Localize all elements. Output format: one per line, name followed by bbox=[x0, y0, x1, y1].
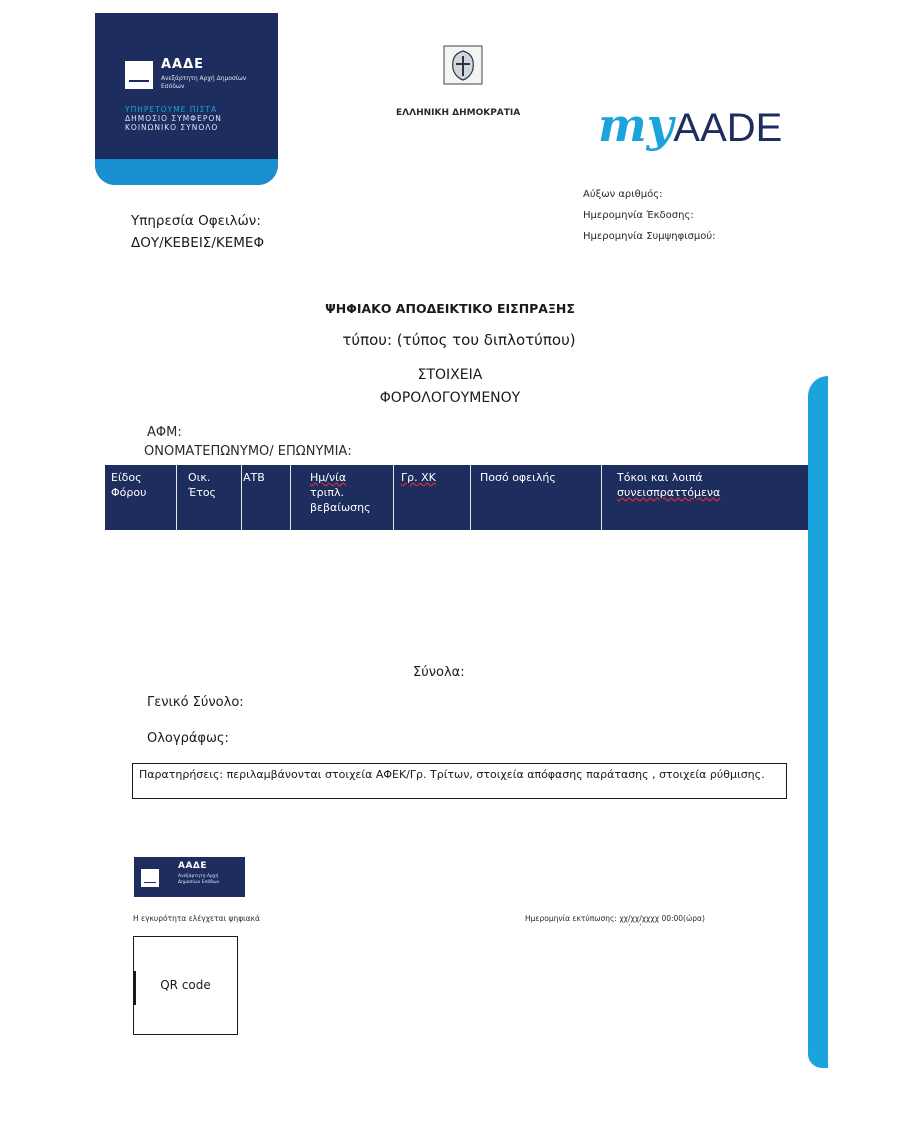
aade-small-logo bbox=[134, 857, 245, 897]
header-line: Γρ. ΧΚ bbox=[401, 471, 436, 484]
aade-motto-line: ΥΠΗΡΕΤΟΥΜΕ ΠΙΣΤΑ bbox=[125, 105, 218, 114]
validity-note: Η εγκυρότητα ελέγχεται ψηφιακά bbox=[133, 914, 260, 923]
header-line: ΑΤΒ bbox=[243, 471, 265, 484]
serial-number-label: Αύξων αριθμός: bbox=[583, 189, 663, 200]
print-time: 00:00(ώρα) bbox=[659, 914, 705, 923]
qr-code-label: QR code bbox=[160, 978, 211, 992]
aade-logo bbox=[95, 13, 278, 185]
column-header-interest bbox=[617, 470, 720, 500]
grand-total-label: Γενικό Σύνολο: bbox=[147, 695, 244, 710]
header-line: βεβαίωσης bbox=[310, 501, 371, 514]
decorative-side-bar bbox=[808, 376, 828, 1068]
document-title: ΨΗΦΙΑΚΟ ΑΠΟΔΕΙΚΤΙΚΟ ΕΙΣΠΡΑΞΗΣ bbox=[325, 301, 575, 316]
document-type: τύπου: (τύπος του διπλοτύπου) bbox=[342, 331, 576, 349]
header-line: συνεισπραττόμενα bbox=[617, 486, 721, 499]
print-date-value: χχ/χχ/χχχχ bbox=[619, 914, 660, 923]
service-label: Υπηρεσία Οφειλών: bbox=[131, 213, 261, 229]
aade-motto-line: ΔΗΜΟΣΙΟ ΣΥΜΦΕΡΟΝ bbox=[125, 114, 222, 123]
column-header-fiscal-year bbox=[188, 470, 216, 500]
myaade-aade: AADE bbox=[673, 106, 783, 150]
column-header-atb bbox=[243, 470, 265, 485]
print-date bbox=[525, 914, 705, 923]
aade-small-mark-icon bbox=[141, 869, 159, 887]
header-line: Ημ/νία bbox=[310, 471, 347, 484]
header-line: Φόρου bbox=[111, 486, 147, 499]
aade-mark-icon bbox=[125, 61, 153, 89]
print-date-label: Ημερομηνία εκτύπωσης: bbox=[525, 914, 620, 923]
offset-date-label: Ημερομηνία Συμψηφισμού: bbox=[583, 231, 716, 242]
qr-code-box bbox=[133, 936, 238, 1035]
service-value: ΔΟΥ/ΚΕΒΕΙΣ/ΚΕΜΕΦ bbox=[131, 235, 265, 251]
republic-label: ΕΛΛΗΝΙΚΗ ΔΗΜΟΚΡΑΤΙΑ bbox=[396, 108, 521, 118]
aade-motto-line: ΚΟΙΝΩΝΙΚΟ ΣΥΝΟΛΟ bbox=[125, 123, 219, 132]
column-header-debt-amount bbox=[480, 470, 556, 485]
amount-in-words-label: Ολογράφως: bbox=[147, 731, 229, 746]
section-title-line1: ΣΤΟΙΧΕΙΑ bbox=[417, 367, 483, 383]
issue-date-label: Ημερομηνία Έκδοσης: bbox=[583, 210, 694, 221]
aade-logo-name: ΑΑΔΕ bbox=[161, 57, 205, 72]
myaade-my: my bbox=[598, 98, 674, 152]
column-header-tax-type bbox=[111, 470, 146, 500]
header-line: Είδος bbox=[111, 471, 142, 484]
header-line: Τόκοι και λοιπά bbox=[617, 471, 703, 484]
aade-small-name: ΑΑΔΕ bbox=[178, 861, 208, 871]
header-line: Οικ. bbox=[188, 471, 211, 484]
aade-motto bbox=[125, 105, 275, 132]
header-line: Έτος bbox=[188, 486, 217, 499]
section-title-line2: ΦΟΡΟΛΟΓΟΥΜΕΝΟΥ bbox=[379, 390, 521, 406]
column-header-gr-xk bbox=[401, 470, 436, 485]
table-header bbox=[105, 465, 808, 530]
column-header-certification-date bbox=[310, 470, 371, 515]
totals-label: Σύνολα: bbox=[413, 665, 465, 680]
aade-logo-subtitle: Ανεξάρτητη Αρχή Δημοσίων Εσόδων bbox=[161, 75, 247, 90]
afm-label: ΑΦΜ: bbox=[147, 425, 182, 440]
aade-small-subtitle: Ανεξάρτητη Αρχή Δημοσίων Εσόδων bbox=[178, 874, 220, 885]
taxpayer-name-label: ΟΝΟΜΑΤΕΠΩΝΥΜΟ/ ΕΠΩΝΥΜΙΑ: bbox=[144, 444, 352, 459]
myaade-logo bbox=[598, 98, 782, 178]
header-line: τριπλ. bbox=[310, 486, 344, 499]
header-line: Ποσό οφειλής bbox=[480, 471, 556, 484]
remarks-box: Παρατηρήσεις: περιλαμβάνονται στοιχεία ΑΦΕΚ/Γρ. Τρίτων, στοιχεία απόφασης παράτασης , στοιχεία ρύθμισης. bbox=[132, 763, 787, 799]
coat-of-arms-icon bbox=[443, 45, 483, 85]
